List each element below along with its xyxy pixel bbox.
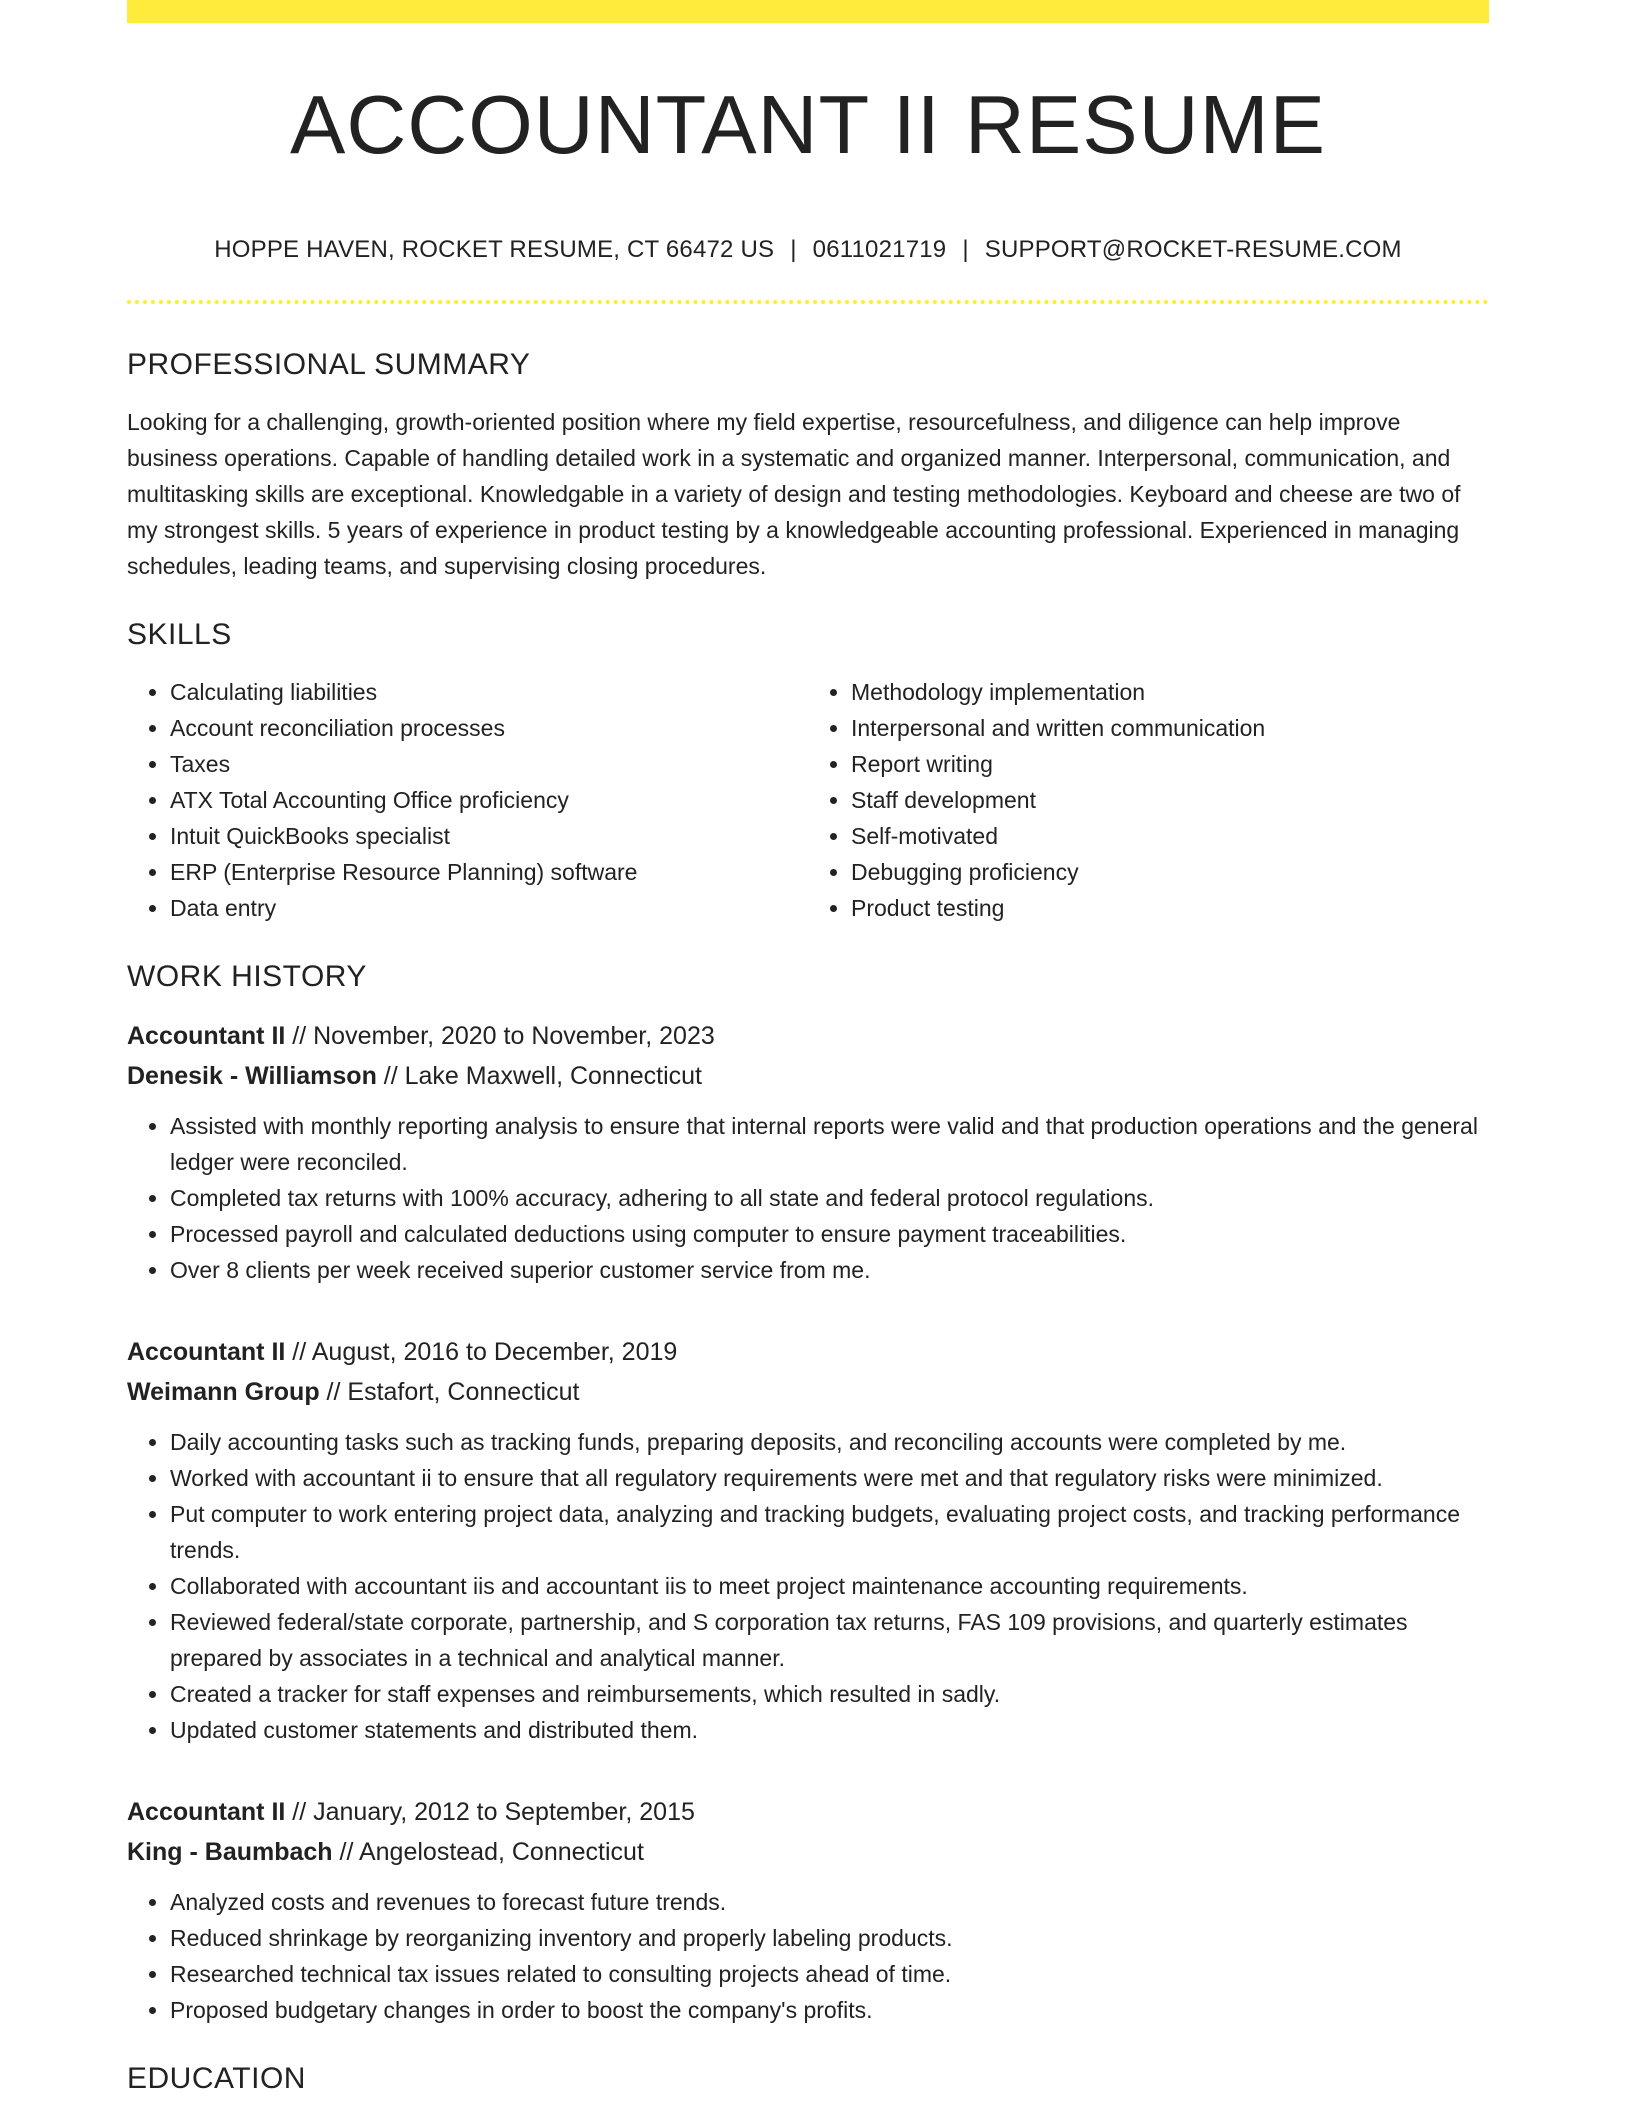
job-entry bbox=[127, 1792, 1489, 2028]
job-entry bbox=[127, 1016, 1489, 1288]
skill-item: • Debugging proficiency bbox=[851, 854, 1489, 890]
job-entry bbox=[127, 1332, 1489, 1748]
job-bullet: • Completed tax returns with 100% accuracy, adhering to all state and federal protocol regulations. bbox=[170, 1180, 1489, 1216]
skill-item: • Calculating liabilities bbox=[170, 674, 808, 710]
job-company-line bbox=[127, 1056, 1489, 1096]
skill-item: • Staff development bbox=[851, 782, 1489, 818]
job-title-line bbox=[127, 1792, 1489, 1832]
job-dates: // August, 2016 to December, 2019 bbox=[285, 1338, 678, 1366]
job-bullet: • Proposed budgetary changes in order to boost the company's profits. bbox=[170, 1992, 1489, 2028]
job-title: Accountant II bbox=[127, 1338, 286, 1366]
job-bullet: • Processed payroll and calculated deductions using computer to ensure payment traceabilities. bbox=[170, 1216, 1489, 1252]
contact-separator: | bbox=[790, 236, 797, 263]
resume-page bbox=[127, 0, 1489, 2094]
job-title-line bbox=[127, 1016, 1489, 1056]
job-location: // Angelostead, Connecticut bbox=[332, 1838, 644, 1866]
job-bullet: • Analyzed costs and revenues to forecast future trends. bbox=[170, 1884, 1489, 1920]
work-history-list bbox=[127, 1016, 1489, 2028]
top-accent-bar bbox=[127, 0, 1489, 23]
job-dates: // November, 2020 to November, 2023 bbox=[285, 1022, 715, 1050]
job-title: Accountant II bbox=[127, 1798, 286, 1826]
skill-item: • Data entry bbox=[170, 890, 808, 926]
job-bullet: • Over 8 clients per week received superior customer service from me. bbox=[170, 1252, 1489, 1288]
job-bullet: • Daily accounting tasks such as tracking funds, preparing deposits, and reconciling accounts were completed by me. bbox=[170, 1424, 1489, 1460]
section-heading-skills: SKILLS bbox=[127, 618, 232, 651]
skill-item: • Taxes bbox=[170, 746, 808, 782]
contact-email: SUPPORT@ROCKET-RESUME.COM bbox=[984, 236, 1402, 263]
job-bullet: • Collaborated with accountant iis and accountant iis to meet project maintenance accounting requirements. bbox=[170, 1568, 1489, 1604]
job-bullets bbox=[127, 1108, 1489, 1288]
summary-text: Looking for a challenging, growth-oriented position where my field expertise, resourcefulness, and diligence can help improve business operations. Capable of handling detailed work in a systematic and organized manner. Interpersonal, communication, and multitasking skills are exceptional. Knowledgable in a variety of design and testing methodologies. Keyboard and cheese are two of my strongest skills. 5 years of experience in product testing by a knowledgeable accounting professional. Experienced in managing schedules, leading teams, and supervising closing procedures. bbox=[127, 409, 1461, 579]
skills-column-right bbox=[808, 674, 1489, 926]
skill-item: • Interpersonal and written communication bbox=[851, 710, 1489, 746]
job-bullet: • Researched technical tax issues related to consulting projects ahead of time. bbox=[170, 1956, 1489, 1992]
skill-item: • Self-motivated bbox=[851, 818, 1489, 854]
job-bullet: • Created a tracker for staff expenses and reimbursements, which resulted in sadly. bbox=[170, 1676, 1489, 1712]
skill-item: • Product testing bbox=[851, 890, 1489, 926]
job-bullets bbox=[127, 1424, 1489, 1748]
skill-item: • ERP (Enterprise Resource Planning) software bbox=[170, 854, 808, 890]
skill-item: • ATX Total Accounting Office proficiency bbox=[170, 782, 808, 818]
skill-item: • Account reconciliation processes bbox=[170, 710, 808, 746]
job-company: Denesik - Williamson bbox=[127, 1062, 377, 1090]
contact-address: HOPPE HAVEN, ROCKET RESUME, CT 66472 US bbox=[214, 236, 775, 263]
section-heading-education: EDUCATION bbox=[127, 2062, 306, 2095]
skills-list bbox=[127, 674, 1489, 926]
job-bullet: • Updated customer statements and distributed them. bbox=[170, 1712, 1489, 1748]
job-company: King - Baumbach bbox=[127, 1838, 333, 1866]
job-location: // Lake Maxwell, Connecticut bbox=[376, 1062, 702, 1090]
job-bullet: • Put computer to work entering project data, analyzing and tracking budgets, evaluating project costs, and tracking performance trends. bbox=[170, 1496, 1489, 1568]
resume-title: ACCOUNTANT II RESUME bbox=[289, 78, 1327, 171]
job-bullets bbox=[127, 1884, 1489, 2028]
job-company: Weimann Group bbox=[127, 1378, 320, 1406]
contact-phone: 0611021719 bbox=[812, 236, 947, 263]
job-bullet: • Worked with accountant ii to ensure that all regulatory requirements were met and that regulatory risks were minimized. bbox=[170, 1460, 1489, 1496]
skills-column-left bbox=[127, 674, 808, 926]
job-location: // Estafort, Connecticut bbox=[319, 1378, 580, 1406]
section-heading-work-history: WORK HISTORY bbox=[127, 960, 367, 993]
job-bullet: • Reduced shrinkage by reorganizing inventory and properly labeling products. bbox=[170, 1920, 1489, 1956]
dotted-divider bbox=[127, 300, 1489, 304]
skill-item: • Report writing bbox=[851, 746, 1489, 782]
skill-item: • Intuit QuickBooks specialist bbox=[170, 818, 808, 854]
job-dates: // January, 2012 to September, 2015 bbox=[285, 1798, 695, 1826]
job-title-line bbox=[127, 1332, 1489, 1372]
skill-item: • Methodology implementation bbox=[851, 674, 1489, 710]
contact-separator: | bbox=[962, 236, 969, 263]
job-company-line bbox=[127, 1832, 1489, 1872]
section-heading-summary: PROFESSIONAL SUMMARY bbox=[127, 348, 531, 381]
job-bullet: • Assisted with monthly reporting analysis to ensure that internal reports were valid and that production operations and the general ledger were reconciled. bbox=[170, 1108, 1489, 1180]
job-title: Accountant II bbox=[127, 1022, 286, 1050]
job-bullet: • Reviewed federal/state corporate, partnership, and S corporation tax returns, FAS 109 provisions, and quarterly estimates prepared by associates in a technical and analytical manner. bbox=[170, 1604, 1489, 1676]
contact-line bbox=[127, 238, 1489, 262]
job-company-line bbox=[127, 1372, 1489, 1412]
